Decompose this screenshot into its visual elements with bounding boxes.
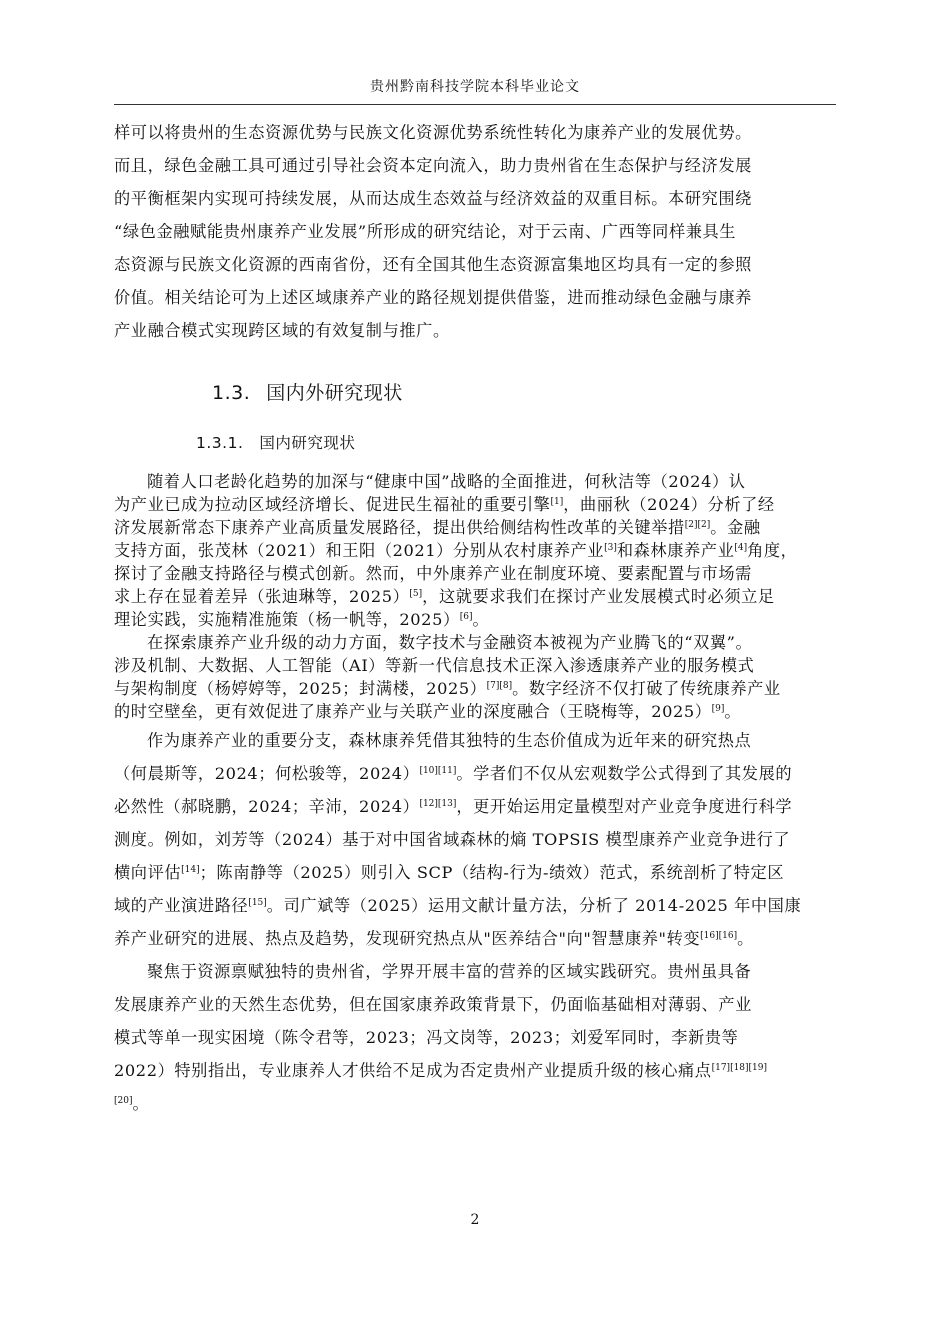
text-line (114, 539, 860, 562)
citation: [16][16] (700, 931, 738, 941)
subsection-number: 1.3.1. (196, 434, 244, 452)
line-text: 涉及机制、大数据、人工智能（AI）等新一代信息技术正深入渗透康养产业的服务模式 (114, 656, 755, 675)
line-text: ；陈南静等（2025）则引入 SCP（结构-行为-绩效）范式，系统剖析了特定区 (199, 863, 785, 882)
citation: [4] (734, 543, 748, 553)
line-text: 。 (472, 610, 490, 629)
line-text: 聚焦于资源禀赋独特的贵州省，学界开展丰富的营养的区域实践研究。贵州虽具备 (147, 962, 752, 981)
page-number: 2 (470, 1212, 480, 1228)
line-text: 。司广斌等（2025）运用文献计量方法，分析了 2014-2025 年中国康 (266, 896, 802, 915)
text-line (114, 516, 860, 539)
line-text: 随着人口老龄化趋势的加深与“健康中国”战略的全面推进，何秋洁等（2024）认 (147, 472, 746, 491)
page-header: 贵州黔南科技学院本科毕业论文 (370, 79, 580, 95)
line-text: 域的产业演进路径 (114, 896, 249, 915)
line-text: 横向评估 (114, 863, 182, 882)
text-line (114, 631, 860, 654)
text-line: 样可以将贵州的生态资源优势与民族文化资源优势系统性转化为康养产业的发展优势。 (114, 123, 752, 142)
text-line (114, 757, 860, 790)
citation: [2][2] (684, 520, 711, 530)
line-text: 为产业已成为拉动区域经济增长、促进民生福祉的重要引擎 (114, 495, 551, 514)
line-text: 作为康养产业的重要分支，森林康养凭借其独特的生态价值成为近年来的研究热点 (147, 731, 752, 750)
citation: [17][18][19] (711, 1063, 768, 1073)
line-text: 。学者们不仅从宏观数学公式得到了其发展的 (456, 764, 793, 783)
text-line (114, 677, 860, 700)
text-line (114, 889, 860, 922)
line-text: 求上存在显着差异（张迪琳等，2025） (114, 587, 410, 606)
text-line (114, 988, 860, 1021)
line-text: 模式等单一现实困境（陈令君等，2023；冯文岗等，2023；刘爱军同时，李新贵等 (114, 1028, 739, 1047)
forest-wellness-paragraph (114, 724, 860, 1120)
line-text: 和森林康养产业 (616, 541, 735, 560)
text-line (114, 790, 860, 823)
line-text: 理论实践，实施精准施策（杨一帆等，2025） (114, 610, 460, 629)
citation: [12][13] (419, 799, 457, 809)
line-text: 。数字经济不仅打破了传统康养产业 (512, 679, 781, 698)
citation: [9] (711, 704, 725, 714)
line-text: 必然性（郝晓鹏，2024；辛沛，2024） (114, 797, 420, 816)
text-line (114, 493, 860, 516)
text-line: 产业融合模式实现跨区域的有效复制与推广。 (114, 321, 450, 340)
text-line (114, 562, 860, 585)
text-line (114, 608, 860, 631)
text-line (114, 585, 860, 608)
text-line: 价值。相关结论可为上述区域康养产业的路径规划提供借鉴，进而推动绿色金融与康养 (114, 288, 752, 307)
text-line (114, 922, 860, 955)
line-text: 。 (132, 1094, 150, 1113)
section-number: 1.3. (212, 382, 251, 404)
section-heading (212, 378, 403, 405)
text-line (114, 1021, 860, 1054)
citation: [5] (409, 589, 423, 599)
line-text: 。金融 (710, 518, 761, 537)
line-text: ，这就要求我们在探讨产业发展模式时必须立足 (422, 587, 775, 606)
text-line (114, 700, 860, 723)
citation: [20] (114, 1096, 133, 1106)
text-line (114, 654, 860, 677)
citation: [15] (248, 898, 267, 908)
citation: [14] (181, 865, 200, 875)
citation: [1] (550, 497, 564, 507)
line-text: 探讨了金融支持路径与模式创新。然而，中外康养产业在制度环境、要素配置与市场需 (114, 564, 752, 583)
citation: [7][8] (486, 681, 513, 691)
section-title: 国内外研究现状 (266, 382, 403, 404)
line-text: 角度， (747, 541, 798, 560)
header-divider (114, 104, 836, 105)
text-line: 的平衡框架内实现可持续发展，从而达成生态效益与经济效益的双重目标。本研究围绕 (114, 189, 752, 208)
citation: [3] (604, 543, 617, 553)
intro-paragraph (114, 116, 860, 347)
line-text: ，曲丽秋（2024）分析了经 (563, 495, 775, 514)
text-line: “绿色金融赋能贵州康养产业发展”所形成的研究结论，对于云南、广西等同样兼具生 (114, 222, 737, 241)
line-text: 测度。例如，刘芳等（2024）基于对中国省域森林的熵 TOPSIS 模型康养产业竞争进行了 (114, 830, 791, 849)
text-line (114, 823, 860, 856)
citation: [10][11] (419, 766, 457, 776)
domestic-research-paragraph (114, 470, 860, 723)
line-text: 。 (737, 929, 754, 948)
line-text: 在探索康养产业升级的动力方面，数字技术与金融资本被视为产业腾飞的“双翼”。 (147, 633, 753, 652)
text-line (114, 955, 860, 988)
line-text: ，更开始运用定量模型对产业竞争度进行科学 (456, 797, 793, 816)
text-line (114, 1087, 860, 1120)
text-line: 态资源与民族文化资源的西南省份，还有全国其他生态资源富集地区均具有一定的参照 (114, 255, 752, 274)
text-line (114, 724, 860, 757)
line-text: 支持方面，张茂林（2021）和王阳（2021）分别从农村康养产业 (114, 541, 605, 560)
subsection-title: 国内研究现状 (259, 434, 356, 452)
line-text: 。 (724, 702, 742, 721)
text-line (114, 1054, 860, 1087)
line-text: 养产业研究的进展、热点及趋势，发现研究热点从"医养结合"向"智慧康养"转变 (114, 929, 701, 948)
line-text: 与架构制度（杨婷婷等，2025；封满楼，2025） (114, 679, 487, 698)
line-text: 的时空壁垒，更有效促进了康养产业与关联产业的深度融合（王晓梅等，2025） (114, 702, 712, 721)
line-text: （何晨斯等，2024；何松骏等，2024） (114, 764, 420, 783)
text-line (114, 856, 860, 889)
subsection-heading (196, 431, 355, 453)
line-text: 2022）特别指出，专业康养人才供给不足成为否定贵州产业提质升级的核心痛点 (114, 1061, 712, 1080)
line-text: 济发展新常态下康养产业高质量发展路径，提出供给侧结构性改革的关键举措 (114, 518, 685, 537)
text-line (114, 470, 860, 493)
text-line: 而且，绿色金融工具可通过引导社会资本定向流入，助力贵州省在生态保护与经济发展 (114, 156, 752, 175)
citation: [6] (459, 612, 473, 622)
line-text: 发展康养产业的天然生态优势，但在国家康养政策背景下，仍面临基础相对薄弱、产业 (114, 995, 752, 1014)
